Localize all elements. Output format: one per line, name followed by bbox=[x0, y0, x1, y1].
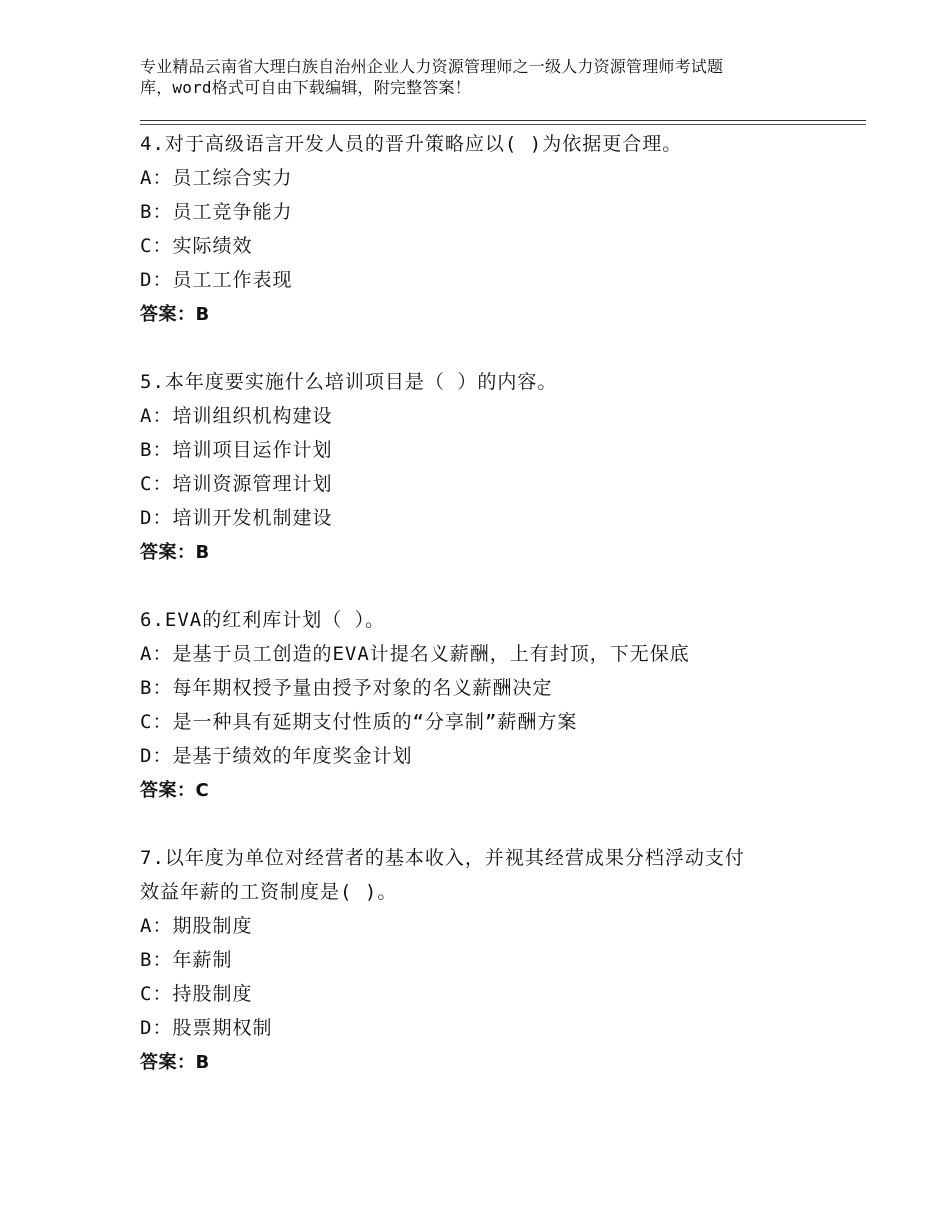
option-d: D：股票期权制 bbox=[140, 1017, 273, 1039]
option-b: B：年薪制 bbox=[140, 949, 233, 971]
question-stem: 6.EVA的红利库计划（ ）。 bbox=[140, 609, 386, 631]
question-7 bbox=[140, 841, 870, 1081]
option-b: B：培训项目运作计划 bbox=[140, 439, 333, 461]
header-divider bbox=[140, 120, 866, 121]
option-c: C：持股制度 bbox=[140, 983, 253, 1005]
document-header bbox=[140, 56, 870, 98]
option-d: D：员工工作表现 bbox=[140, 269, 293, 291]
option-d: D：培训开发机制建设 bbox=[140, 507, 333, 529]
header-divider-secondary bbox=[140, 124, 866, 125]
question-stem: 5.本年度要实施什么培训项目是（ ）的内容。 bbox=[140, 371, 558, 393]
question-stem-continued: 效益年薪的工资制度是( )。 bbox=[140, 881, 398, 903]
question-stem: 7.以年度为单位对经营者的基本收入，并视其经营成果分档浮动支付 bbox=[140, 847, 745, 869]
answer-line: 答案：C bbox=[140, 780, 210, 801]
option-b: B：每年期权授予量由授予对象的名义薪酬决定 bbox=[140, 677, 553, 699]
option-a: A：是基于员工创造的EVA计提名义薪酬，上有封顶，下无保底 bbox=[140, 643, 690, 665]
header-title-line-2: 库，word格式可自由下载编辑，附完整答案！ bbox=[140, 78, 471, 97]
answer-line: 答案：B bbox=[140, 542, 210, 563]
question-6 bbox=[140, 603, 870, 809]
question-4 bbox=[140, 127, 870, 333]
option-c: C：实际绩效 bbox=[140, 235, 253, 257]
question-stem: 4.对于高级语言开发人员的晋升策略应以( )为依据更合理。 bbox=[140, 133, 683, 155]
option-d: D：是基于绩效的年度奖金计划 bbox=[140, 745, 413, 767]
option-a: A：培训组织机构建设 bbox=[140, 405, 333, 427]
option-a: A：员工综合实力 bbox=[140, 167, 293, 189]
header-title-line-1: 专业精品云南省大理白族自治州企业人力资源管理师之一级人力资源管理师考试题 bbox=[140, 57, 724, 76]
question-spacer bbox=[140, 333, 870, 365]
question-list bbox=[140, 127, 870, 1081]
question-spacer bbox=[140, 571, 870, 603]
option-b: B：员工竞争能力 bbox=[140, 201, 293, 223]
answer-line: 答案：B bbox=[140, 1052, 210, 1073]
question-spacer bbox=[140, 809, 870, 841]
option-c: C：培训资源管理计划 bbox=[140, 473, 333, 495]
option-a: A：期股制度 bbox=[140, 915, 253, 937]
question-5 bbox=[140, 365, 870, 571]
answer-line: 答案：B bbox=[140, 304, 210, 325]
option-c: C：是一种具有延期支付性质的“分享制”薪酬方案 bbox=[140, 711, 578, 733]
